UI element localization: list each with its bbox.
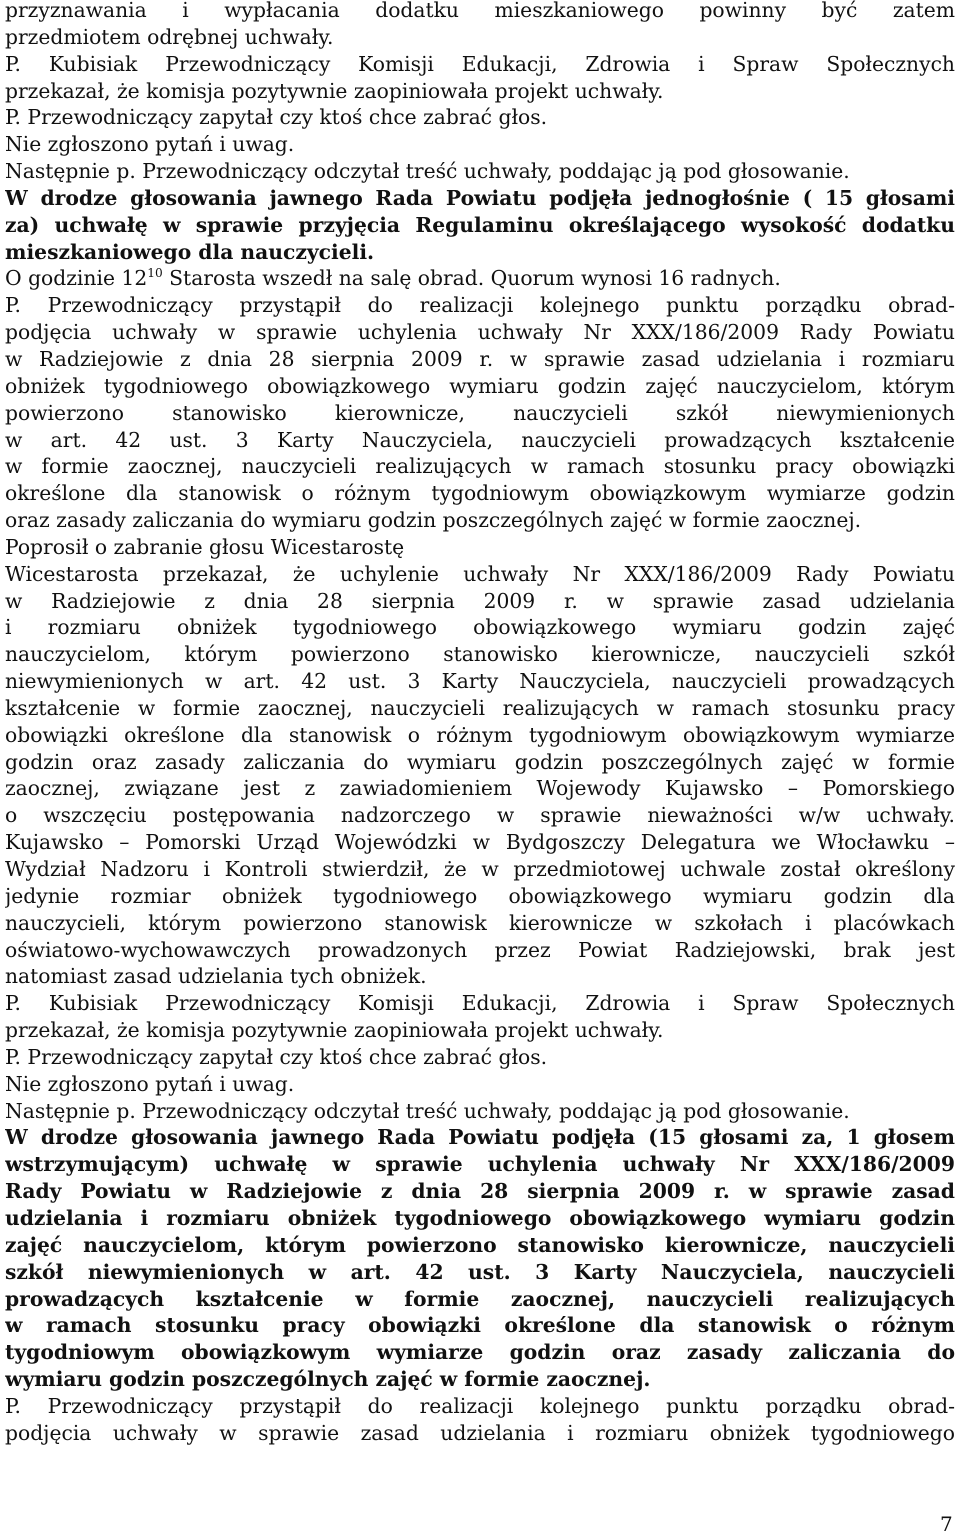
text-line: oświatowo-wychowawczych prowadzonych przez Powiat Radziejowski, brak jest bbox=[5, 937, 955, 962]
text-line: obowiązki określone dla stanowisk o różnym tygodniowym obowiązkowym wymiarze bbox=[5, 722, 955, 747]
text-line: o wszczęciu postępowania nadzorczego w sprawie nieważności w/w uchwały. bbox=[5, 803, 955, 828]
text-line: podjęcia uchwały w sprawie uchylenia uchwały Nr XXX/186/2009 Rady Powiatu bbox=[5, 320, 955, 345]
text-line: powierzono stanowisko kierownicze, nauczycieli szkół niewymienionych bbox=[5, 400, 955, 425]
text-fragment: Starosta wszedł na salę obrad. Quorum wynosi 16 radnych. bbox=[162, 266, 781, 291]
text-line: podjęcia uchwały w sprawie zasad udzielania i rozmiaru obniżek tygodniowego bbox=[5, 1420, 955, 1445]
text-line: zajęć nauczycielom, którym powierzono stanowisko kierownicze, nauczycieli bbox=[5, 1232, 955, 1257]
text-line: w art. 42 ust. 3 Karty Nauczyciela, nauczycieli prowadzących kształcenie bbox=[5, 427, 955, 452]
text-line: przekazał, że komisja pozytywnie zaopiniowała projekt uchwały. bbox=[5, 78, 664, 103]
text-line: Następnie p. Przewodniczący odczytał treść uchwały, poddając ją pod głosowanie. bbox=[5, 1098, 850, 1123]
text-line: określone dla stanowisk o różnym tygodniowym obowiązkowym wymiarze godzin bbox=[5, 481, 955, 506]
text-line: P. Przewodniczący przystąpił do realizacji kolejnego punktu porządku obrad- bbox=[5, 293, 955, 318]
text-line: wymiaru godzin poszczególnych zajęć w formie zaocznej. bbox=[5, 1367, 651, 1392]
text-line: nauczycielom, którym powierzono stanowisko kierownicze, nauczycieli szkół bbox=[5, 642, 955, 667]
text-line: obniżek tygodniowego obowiązkowego wymiaru godzin zajęć nauczycielom, którym bbox=[5, 373, 955, 398]
text-line: w ramach stosunku pracy obowiązki określone dla stanowisk o różnym bbox=[5, 1313, 955, 1338]
text-line: udzielania i rozmiaru obniżek tygodniowego obowiązkowego wymiaru godzin bbox=[5, 1205, 955, 1230]
text-line: P. Kubisiak Przewodniczący Komisji Edukacji, Zdrowia i Spraw Społecznych bbox=[5, 51, 955, 76]
document-body bbox=[5, 0, 955, 1447]
text-line: w formie zaocznej, nauczycieli realizujących w ramach stosunku pracy obowiązki bbox=[5, 454, 955, 479]
text-line: P. Przewodniczący przystąpił do realizacji kolejnego punktu porządku obrad- bbox=[5, 1393, 955, 1418]
text-line: przekazał, że komisja pozytywnie zaopiniowała projekt uchwały. bbox=[5, 1018, 664, 1043]
text-line: w Radziejowie z dnia 28 sierpnia 2009 r. w sprawie zasad udzielania i rozmiaru bbox=[5, 346, 955, 371]
text-line: Poprosił o zabranie głosu Wicestarostę bbox=[5, 534, 405, 559]
text-line: wstrzymującym) uchwałę w sprawie uchylenia uchwały Nr XXX/186/2009 bbox=[5, 1152, 955, 1177]
text-line: P. Przewodniczący zapytał czy ktoś chce zabrać głos. bbox=[5, 1044, 548, 1069]
text-line: Nie zgłoszono pytań i uwag. bbox=[5, 1071, 295, 1096]
text-line: tygodniowym obowiązkowym wymiarze godzin oraz zasady zaliczania do bbox=[5, 1340, 955, 1365]
superscript: 10 bbox=[147, 266, 163, 281]
text-line: niewymienionych w art. 42 ust. 3 Karty Nauczyciela, nauczycieli prowadzących bbox=[5, 669, 955, 694]
text-line: prowadzących kształcenie w formie zaocznej, nauczycieli realizujących bbox=[5, 1286, 955, 1311]
text-line: i rozmiaru obniżek tygodniowego obowiązkowego wymiaru godzin zajęć bbox=[5, 615, 955, 640]
text-line: oraz zasady zaliczania do wymiaru godzin poszczególnych zajęć w formie zaocznej. bbox=[5, 508, 862, 533]
text-line: Wydział Nadzoru i Kontroli stwierdził, że w przedmiotowej uchwale został określony bbox=[5, 857, 955, 881]
text-line: godzin oraz zasady zaliczania do wymiaru godzin poszczególnych zajęć w formie bbox=[5, 749, 955, 774]
text-line: Wicestarosta przekazał, że uchylenie uchwały Nr XXX/186/2009 Rady Powiatu bbox=[5, 561, 955, 586]
text-line: Kujawsko – Pomorski Urząd Wojewódzki w Bydgoszczy Delegatura we Włocławku – bbox=[5, 830, 955, 855]
text-line: P. Kubisiak Przewodniczący Komisji Edukacji, Zdrowia i Spraw Społecznych bbox=[5, 991, 955, 1016]
text-line: przyznawania i wypłacania dodatku mieszkaniowego powinny być zatem bbox=[5, 0, 955, 22]
text-line: kształcenie w formie zaocznej, nauczycieli realizujących w ramach stosunku pracy bbox=[5, 695, 955, 720]
text-line: Rady Powiatu w Radziejowie z dnia 28 sierpnia 2009 r. w sprawie zasad bbox=[5, 1179, 955, 1204]
text-line: za) uchwałę w sprawie przyjęcia Regulaminu określającego wysokość dodatku bbox=[5, 212, 955, 237]
page-number: 7 bbox=[940, 1512, 953, 1536]
text-line: zaocznej, związane jest z zawiadomieniem Wojewody Kujawsko – Pomorskiego bbox=[5, 776, 955, 801]
text-line: Następnie p. Przewodniczący odczytał treść uchwały, poddając ją pod głosowanie. bbox=[5, 159, 850, 184]
text-line: przedmiotem odrębnej uchwały. bbox=[5, 24, 334, 49]
text-fragment: O godzinie 12 bbox=[5, 266, 148, 291]
text-line: nauczycieli, którym powierzono stanowisk kierownicze w szkołach i placówkach bbox=[5, 910, 955, 935]
text-line: W drodze głosowania jawnego Rada Powiatu podjęła (15 głosami za, 1 głosem bbox=[5, 1125, 955, 1150]
text-line: P. Przewodniczący zapytał czy ktoś chce zabrać głos. bbox=[5, 105, 548, 130]
text-line: Nie zgłoszono pytań i uwag. bbox=[5, 132, 295, 157]
text-line: jedynie rozmiar obniżek tygodniowego obowiązkowego wymiaru godzin dla bbox=[5, 883, 955, 908]
text-line: W drodze głosowania jawnego Rada Powiatu podjęła jednogłośnie ( 15 głosami bbox=[5, 185, 955, 210]
text-line: w Radziejowie z dnia 28 sierpnia 2009 r. w sprawie zasad udzielania bbox=[5, 588, 955, 613]
text-line bbox=[5, 265, 955, 292]
text-line: szkół niewymienionych w art. 42 ust. 3 Karty Nauczyciela, nauczycieli bbox=[5, 1259, 955, 1284]
text-line: mieszkaniowego dla nauczycieli. bbox=[5, 239, 375, 264]
text-line: natomiast zasad udzielania tych obniżek. bbox=[5, 964, 427, 989]
